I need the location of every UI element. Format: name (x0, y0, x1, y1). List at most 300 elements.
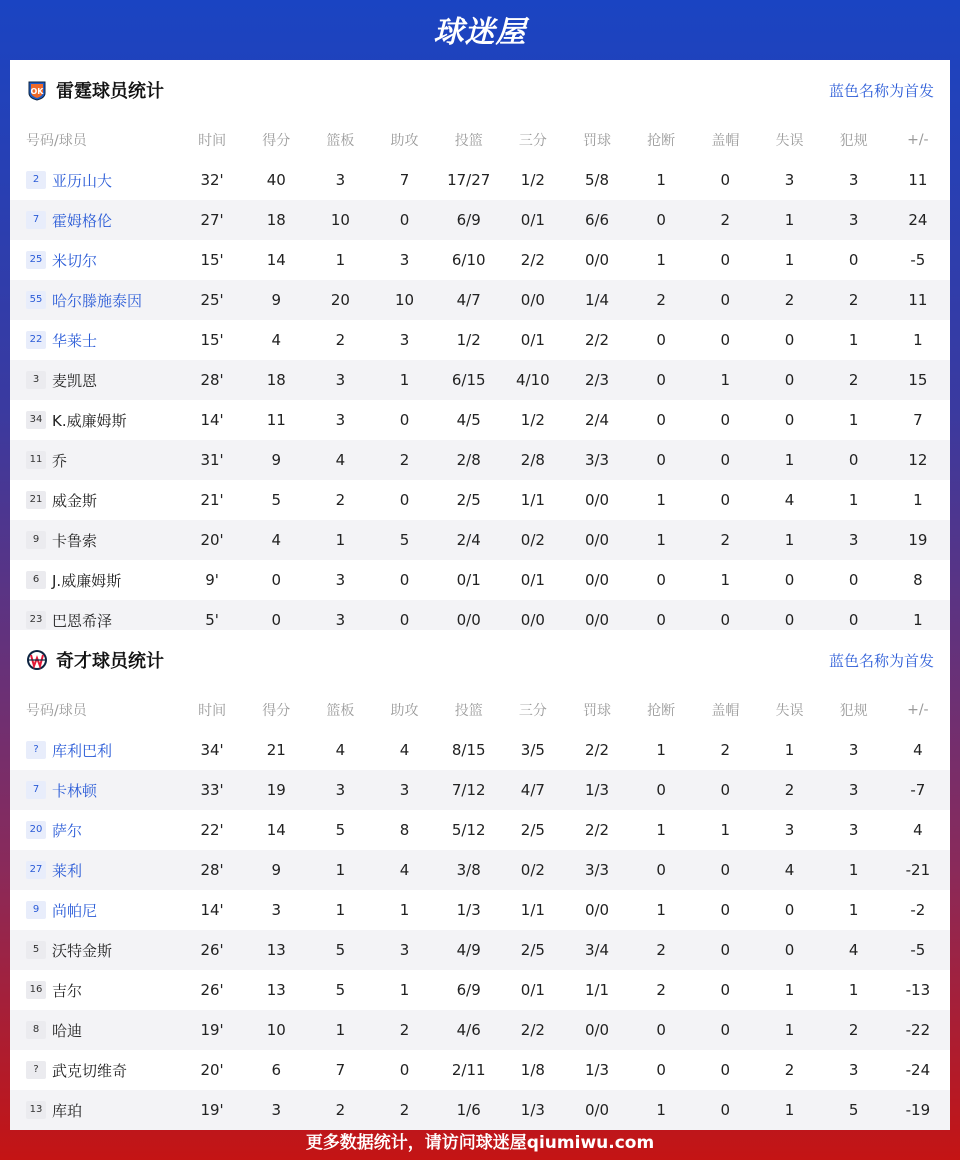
stat-cell: 1 (848, 981, 859, 999)
player-cell (10, 160, 180, 200)
stat-cell: 0 (720, 451, 731, 469)
stat-cell: 1 (335, 901, 346, 919)
player-row[interactable] (10, 200, 950, 240)
stat-cell: 0 (271, 571, 281, 589)
jersey-number-badge: 9 (26, 901, 46, 919)
stat-cell: 0 (848, 251, 859, 269)
stat-cell: 2 (399, 1101, 410, 1119)
stat-cell: 2 (848, 1021, 859, 1039)
stat-cell: 13 (266, 981, 286, 999)
stat-cell: 1 (784, 251, 795, 269)
stat-cell: 12 (908, 451, 928, 469)
stat-cell: 0 (784, 371, 795, 389)
player-name[interactable]: K.威廉姆斯 (52, 411, 127, 430)
column-header[interactable]: 号码/球员 (26, 133, 87, 149)
column-header[interactable]: 盖帽 (711, 133, 740, 149)
stat-cell: 0/0 (584, 491, 610, 509)
stat-cell: 2/11 (451, 1061, 486, 1079)
team-title-row (10, 60, 950, 120)
player-row[interactable] (10, 320, 950, 360)
player-row[interactable] (10, 970, 950, 1010)
player-name[interactable]: 米切尔 (52, 251, 98, 270)
stat-cell: 1 (656, 531, 666, 549)
stat-cell: 0 (656, 451, 666, 469)
stat-cell: 8 (399, 821, 410, 839)
jersey-number-badge: 13 (26, 1101, 46, 1119)
stat-cell: 6/6 (584, 211, 610, 229)
player-name[interactable]: 萨尔 (52, 821, 83, 840)
stat-cell: 34' (200, 741, 224, 759)
player-name[interactable]: 尚帕尼 (52, 901, 98, 920)
column-header[interactable]: 助攻 (390, 133, 419, 149)
stat-cell: 5 (335, 821, 346, 839)
column-header[interactable]: +/- (907, 132, 929, 148)
stat-cell: 0 (271, 611, 281, 629)
column-header[interactable]: 投篮 (454, 133, 483, 149)
stat-cell: 7 (335, 1061, 346, 1079)
stat-cell: 31' (200, 451, 224, 469)
jersey-number-badge: 21 (26, 491, 46, 509)
jersey-number-badge: 11 (26, 451, 46, 469)
stat-cell: 0/2 (520, 531, 545, 549)
stat-cell: 15 (908, 371, 928, 389)
stat-cell: 3 (399, 781, 410, 799)
stat-cell: 1 (848, 411, 859, 429)
stat-cell: 4 (784, 861, 795, 879)
stat-cell: 0 (784, 941, 795, 959)
stat-cell: 3 (335, 611, 346, 629)
player-cell (10, 1050, 180, 1090)
stat-cell: 2 (335, 491, 346, 509)
stat-cell: 4/9 (456, 941, 481, 959)
player-name[interactable]: 亚历山大 (52, 171, 113, 190)
stat-cell: 32' (200, 171, 224, 189)
player-cell (10, 810, 180, 850)
stat-cell: 27' (200, 211, 224, 229)
stat-cell: 1 (784, 531, 795, 549)
stat-cell: 0 (720, 611, 731, 629)
stat-cell: 5 (335, 941, 346, 959)
stat-cell: 1/3 (584, 1061, 610, 1079)
player-cell (10, 560, 180, 600)
player-row[interactable] (10, 770, 950, 810)
stat-cell: 0 (848, 611, 859, 629)
stat-cell: 1/1 (520, 491, 545, 509)
stat-cell: 1 (913, 331, 923, 349)
stat-cell: 8 (913, 571, 923, 589)
stat-cell: 1/1 (584, 981, 610, 999)
stat-cell: 3 (848, 171, 859, 189)
stat-cell: 4 (271, 331, 281, 349)
thunder-stats-card (10, 60, 950, 630)
player-name[interactable]: 巴恩希泽 (52, 611, 113, 630)
player-row[interactable] (10, 560, 950, 600)
stat-cell: 0/0 (584, 251, 610, 269)
stat-cell: 1 (848, 901, 859, 919)
stat-cell: 3 (399, 941, 410, 959)
stat-cell: 0/0 (584, 901, 610, 919)
stat-cell: 1 (399, 371, 410, 389)
stat-cell: 11 (266, 411, 286, 429)
stat-cell: 2 (399, 1021, 410, 1039)
player-name[interactable]: 沃特金斯 (52, 941, 113, 960)
stat-cell: 0 (720, 171, 731, 189)
column-header[interactable]: 罚球 (583, 703, 612, 719)
column-header[interactable]: 犯规 (839, 133, 868, 149)
stat-cell: 0 (656, 571, 666, 589)
stat-cell: 3/8 (456, 861, 481, 879)
jersey-number-badge: ? (26, 741, 46, 759)
wizards-logo-icon (26, 649, 48, 671)
player-cell (10, 360, 180, 400)
player-cell (10, 730, 180, 770)
stat-cell: 2/3 (584, 371, 610, 389)
stat-cell: 19' (200, 1101, 224, 1119)
player-name[interactable]: 乔 (52, 451, 68, 470)
stat-cell: 15' (200, 331, 224, 349)
jersey-number-badge: 5 (26, 941, 46, 959)
column-header[interactable]: 失误 (775, 133, 804, 149)
player-name[interactable]: 哈迪 (52, 1021, 83, 1040)
stat-cell: 2 (784, 781, 795, 799)
jersey-number-badge: 55 (26, 291, 46, 309)
jersey-number-badge: 6 (26, 571, 46, 589)
stat-cell: 14 (266, 821, 286, 839)
column-header[interactable]: 抢断 (647, 133, 676, 149)
stat-cell: 1 (784, 451, 795, 469)
stat-cell: 1 (848, 491, 859, 509)
column-header[interactable]: 号码/球员 (26, 703, 87, 719)
player-row[interactable] (10, 160, 950, 200)
stat-cell: 3 (848, 1061, 859, 1079)
player-row[interactable] (10, 730, 950, 770)
player-cell (10, 970, 180, 1010)
stat-cell: 18 (266, 371, 286, 389)
column-header[interactable]: 失误 (775, 703, 804, 719)
player-name[interactable]: 莱利 (52, 861, 83, 880)
column-header[interactable]: 助攻 (390, 703, 419, 719)
column-header[interactable]: 篮板 (326, 133, 355, 149)
stat-cell: 1/2 (520, 171, 545, 189)
stat-cell: 2 (335, 1101, 346, 1119)
player-name[interactable]: 库利巴利 (52, 741, 113, 760)
stat-cell: 4/7 (456, 291, 481, 309)
stat-cell: 0 (656, 411, 666, 429)
column-header[interactable]: 时间 (198, 133, 227, 149)
stat-cell: 2/5 (456, 491, 481, 509)
stat-cell: 26' (200, 941, 224, 959)
player-row[interactable] (10, 240, 950, 280)
stat-cell: 1/1 (520, 901, 545, 919)
stat-cell: -2 (910, 901, 926, 919)
player-row[interactable] (10, 810, 950, 850)
player-row[interactable] (10, 400, 950, 440)
column-header[interactable]: 罚球 (583, 133, 612, 149)
stat-cell: 5' (205, 611, 219, 629)
player-cell (10, 770, 180, 810)
stat-cell: 3 (399, 251, 410, 269)
player-name[interactable]: 华莱士 (52, 331, 98, 350)
stat-cell: 4/5 (456, 411, 481, 429)
column-header[interactable]: 得分 (262, 703, 291, 719)
jersey-number-badge: 23 (26, 611, 46, 629)
stat-cell: 4 (335, 741, 346, 759)
stat-cell: 14' (200, 411, 224, 429)
stat-cell: 6/10 (451, 251, 486, 269)
stat-cell: 0 (399, 211, 410, 229)
stat-cell: 0 (720, 901, 731, 919)
stat-cell: 28' (200, 371, 224, 389)
stat-cell: 18 (266, 211, 286, 229)
stat-cell: 1 (784, 1101, 795, 1119)
stat-cell: 2 (848, 371, 859, 389)
player-name[interactable]: 哈尔滕施泰因 (52, 291, 143, 310)
stat-cell: 4 (913, 821, 923, 839)
stat-cell: 0 (399, 411, 410, 429)
column-header[interactable]: 犯规 (839, 703, 868, 719)
wizards-stats-card (10, 630, 950, 1120)
stat-cell: 1 (784, 741, 795, 759)
stat-cell: 13 (266, 941, 286, 959)
player-row[interactable] (10, 930, 950, 970)
column-header[interactable]: 时间 (198, 703, 227, 719)
stat-cell: 2/2 (584, 741, 610, 759)
jersey-number-badge: 22 (26, 331, 46, 349)
player-row[interactable] (10, 280, 950, 320)
stat-cell: 0/0 (520, 611, 545, 629)
stat-cell: 1 (335, 251, 346, 269)
column-header[interactable]: 篮板 (326, 703, 355, 719)
stat-cell: 0 (656, 781, 666, 799)
stat-cell: 4 (913, 741, 923, 759)
column-header[interactable]: 投篮 (454, 703, 483, 719)
stat-cell: 1 (656, 491, 666, 509)
stat-cell: 0 (848, 571, 859, 589)
stat-cell: 5 (399, 531, 410, 549)
stat-cell: 10 (330, 211, 350, 229)
stat-cell: 9' (205, 571, 219, 589)
stat-cell: 0 (720, 1101, 731, 1119)
stat-cell: 1/4 (584, 291, 610, 309)
stat-cell: 0 (720, 941, 731, 959)
player-row[interactable] (10, 1050, 950, 1090)
stat-cell: 2/5 (520, 941, 545, 959)
stat-cell: 3 (848, 741, 859, 759)
stat-cell: 1 (656, 251, 666, 269)
stat-cell: 0 (720, 411, 731, 429)
stat-cell: -21 (905, 861, 931, 879)
stat-cell: 3 (271, 1101, 281, 1119)
stat-cell: 3 (271, 901, 281, 919)
stat-cell: 19' (200, 1021, 224, 1039)
stat-cell: 19 (908, 531, 928, 549)
jersey-number-badge: 27 (26, 861, 46, 879)
player-cell (10, 200, 180, 240)
player-name[interactable]: 卡鲁索 (52, 531, 98, 550)
stat-cell: -7 (910, 781, 926, 799)
player-name[interactable]: 麦凯恩 (52, 371, 98, 390)
stat-cell: 0/0 (584, 531, 610, 549)
table-body (10, 730, 950, 1130)
stat-cell: 1 (913, 611, 923, 629)
header-row (10, 690, 950, 730)
stat-cell: 3/5 (520, 741, 545, 759)
footer-link-text: 更多数据统计，请访问球迷屋qiumiwu.com (305, 1132, 655, 1153)
stat-cell: 20 (330, 291, 350, 309)
stat-cell: 9 (271, 451, 281, 469)
player-name[interactable]: 卡林顿 (52, 781, 98, 800)
stat-cell: 2 (720, 211, 731, 229)
stat-cell: 0/0 (520, 291, 545, 309)
stat-cell: 1 (656, 741, 666, 759)
brand-logo: 球迷屋 (433, 15, 527, 50)
player-cell (10, 890, 180, 930)
stat-cell: 2 (848, 291, 859, 309)
stat-cell: 1/3 (520, 1101, 545, 1119)
stat-cell: 14 (266, 251, 286, 269)
stat-cell: 1 (784, 211, 795, 229)
stat-cell: 4/7 (520, 781, 545, 799)
stat-cell: 3 (848, 781, 859, 799)
stat-cell: 4/10 (516, 371, 550, 389)
stat-cell: 1 (656, 901, 666, 919)
stat-cell: 3/3 (584, 861, 610, 879)
stat-cell: 0/0 (584, 1021, 610, 1039)
stat-cell: 1/8 (520, 1061, 545, 1079)
player-name[interactable]: 吉尔 (52, 981, 83, 1000)
jersey-number-badge: 9 (26, 531, 46, 549)
stat-cell: 0 (656, 611, 666, 629)
stat-cell: 3 (335, 171, 346, 189)
stat-cell: 7/12 (451, 781, 486, 799)
stat-cell: 1 (848, 861, 859, 879)
stat-cell: 1/6 (456, 1101, 481, 1119)
stat-cell: 7 (399, 171, 410, 189)
stat-cell: 0/1 (520, 331, 545, 349)
stat-cell: 0/2 (520, 861, 545, 879)
stat-cell: 6/9 (456, 981, 481, 999)
table-body (10, 160, 950, 640)
stat-cell: 1 (720, 371, 731, 389)
stat-cell: 3 (848, 531, 859, 549)
player-row[interactable] (10, 360, 950, 400)
stat-cell: 40 (266, 171, 286, 189)
stat-cell: 3/4 (584, 941, 610, 959)
stat-cell: 3 (848, 211, 859, 229)
jersey-number-badge: 7 (26, 211, 46, 229)
stat-cell: 10 (266, 1021, 286, 1039)
player-row[interactable] (10, 890, 950, 930)
player-cell (10, 1010, 180, 1050)
column-header[interactable]: +/- (907, 702, 929, 718)
stat-cell: 3 (399, 331, 410, 349)
stat-cell: -5 (910, 941, 926, 959)
stat-cell: 3 (784, 171, 795, 189)
stat-cell: 4 (271, 531, 281, 549)
column-header[interactable]: 盖帽 (711, 703, 740, 719)
stat-cell: 0 (720, 491, 731, 509)
player-cell (10, 930, 180, 970)
stat-cell: 11 (908, 291, 928, 309)
player-name[interactable]: 武克切维奇 (52, 1061, 128, 1080)
stat-cell: 4 (399, 741, 410, 759)
player-name[interactable]: 库珀 (52, 1101, 83, 1120)
stat-cell: 2 (656, 291, 666, 309)
stat-cell: 3 (335, 781, 346, 799)
column-header[interactable]: 得分 (262, 133, 291, 149)
stat-cell: 2 (784, 1061, 795, 1079)
column-header[interactable]: 三分 (518, 703, 547, 719)
stat-cell: 26' (200, 981, 224, 999)
stat-cell: 7 (913, 411, 923, 429)
stat-cell: 0 (656, 371, 666, 389)
stat-cell: 11 (908, 171, 928, 189)
stat-cell: 4/6 (456, 1021, 481, 1039)
player-row[interactable] (10, 480, 950, 520)
stat-cell: 0 (720, 1061, 731, 1079)
player-name[interactable]: 霍姆格伦 (52, 211, 113, 230)
stat-cell: 0 (720, 251, 731, 269)
stat-cell: 0 (720, 781, 731, 799)
stat-cell: 0 (399, 611, 410, 629)
player-name[interactable]: 威金斯 (52, 491, 98, 510)
stat-cell: 3 (848, 821, 859, 839)
player-row[interactable] (10, 520, 950, 560)
stat-cell: 9 (271, 291, 281, 309)
stat-cell: 5 (848, 1101, 859, 1119)
table-header (10, 690, 950, 730)
stat-cell: 0/1 (456, 571, 481, 589)
jersey-number-badge: 34 (26, 411, 46, 429)
stat-cell: 6/15 (451, 371, 486, 389)
stat-cell: -24 (905, 1061, 931, 1079)
player-row[interactable] (10, 1010, 950, 1050)
svg-text:OK: OK (30, 87, 44, 96)
column-header[interactable]: 抢断 (647, 703, 676, 719)
player-cell (10, 520, 180, 560)
column-header[interactable]: 三分 (518, 133, 547, 149)
thunder-logo-icon (26, 79, 48, 101)
player-cell (10, 280, 180, 320)
stat-cell: 0 (784, 411, 795, 429)
player-row[interactable] (10, 850, 950, 890)
stat-cell: 21 (266, 741, 286, 759)
stat-cell: 1 (656, 821, 666, 839)
jersey-number-badge: ? (26, 1061, 46, 1079)
stat-cell: 0 (399, 491, 410, 509)
jersey-number-badge: 2 (26, 171, 46, 189)
stat-cell: 0/0 (456, 611, 481, 629)
player-row[interactable] (10, 440, 950, 480)
stat-cell: 2/8 (456, 451, 481, 469)
stat-cell: 1 (848, 331, 859, 349)
stat-cell: 1 (656, 1101, 666, 1119)
stat-cell: 2/2 (520, 1021, 545, 1039)
table-header (10, 120, 950, 160)
player-name[interactable]: J.威廉姆斯 (52, 571, 122, 590)
stat-cell: 0 (656, 861, 666, 879)
stat-cell: 3 (335, 371, 346, 389)
stat-cell: 2/2 (584, 821, 610, 839)
stat-cell: -13 (905, 981, 931, 999)
stat-cell: 0 (656, 1021, 666, 1039)
stat-cell: 1 (784, 981, 795, 999)
stat-cell: 1/3 (456, 901, 481, 919)
jersey-number-badge: 7 (26, 781, 46, 799)
stat-cell: 2 (399, 451, 410, 469)
stat-cell: 1 (335, 531, 346, 549)
stat-cell: 0/1 (520, 981, 545, 999)
